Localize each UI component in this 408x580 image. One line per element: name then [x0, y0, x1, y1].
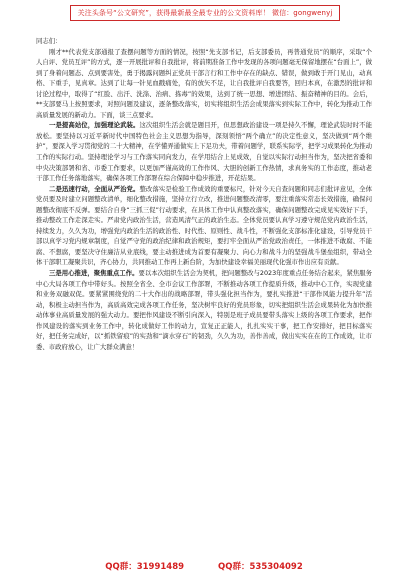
document-body [36, 36, 372, 552]
header-banner: 关注头条号“公文研究”，获得最新最全最专业的公文资料库！ 微信：gongwenyj [70, 5, 340, 21]
paragraph-text: 这次组织生活会就是题目开，但思想政治建设一项是持久不懈，理论武装时时不能放松。要坚持以习近平新时代中国特色社会主义思想为指导，深刻领悟“两个确立”的决定性意义，坚决做到“两个维护”，要深入学习贯彻党的二十大精神，在学懂弄通做实上下足功夫，带着问题学，联系实际学，把学习成果转化为推动工作的实际行动。坚持理论学习与工作落实同向发力，在学用结合上见成效，自觉以实际行动担当作为，坚决把省委和中央决策部署和省、市委工作要求，以更加严谨高效的工作作风、大胆的创新工作热情，求真务实的工作态度，推动老干部工作任务落地落实，确保各项工作部署在综合保障中稳步推进，开花结果。 [36, 121, 372, 183]
paragraph-theory [36, 120, 372, 183]
section-heading: 三是用心推进，聚焦重点工作。 [49, 269, 139, 278]
paragraph-text: 整改落实是检验工作成效的重要标尺，针对今天自查问题和同志们批评意见，全体党员要及时建立问题整改清单，细化整改措施，坚持立行立改，推进问题整改清零，要注重落实常态长效措施，确保问题整改彻底不反弹。要结合自身“三抓三促”行动要求，在具体工作中认真整改落实，确保问题整改完成见实效好下手，推动整改工作走深走实。严肃党内政治生活，营造风清气正的政治生态。全体党员要认真学习遵守规范党内政治生活，持续发力，久久为功，增强党内政治生活的政治性、时代性、原则性、战斗性，不断强化支部标准化建设，引导党员干部以真学习党内规章制度，自觉严守党的政治纪律和政治规矩，要打牢全面从严治党政治责任，一体推进不敢腐、不能腐、不想腐，要坚决守住廉洁从业底线，要主动推进成为首要有凝聚力、向心力和战斗力的坚强战斗堡垒组织，带动全体干部职工凝聚共识，齐心协力，共同推动工作再上新台阶，为加快建设幸福美丽现代化强市作出应有贡献。 [36, 184, 372, 267]
paragraph-intro [36, 47, 372, 121]
qq-group-1: QQ群：31991489 [105, 562, 185, 572]
paragraph-text: 要以本次组织生活会为契机，把问题整改与2023年度重点任务结合起来，紧焦服务中心大局各项工作中带好头。按照全省全、全市会议工作部署，不断推动各项工作提质升级，推动中心工作，实现党建和业务双融双促。要紧紧围绕党的二十大作出的战略部署，带头强化担当作为，要扎实推进“干部作风能力提升年”活动，积极主动担当作为，高质高效完成各项工作任务，坚决树牢良好的党员形象，切实把组织生活会成果转化为加快推动体事业高质量发展的强大动力。要把作风建设不断引向深入，特别是班子成员要带头落实上级的各项工作要求，把作作风建设的落实到业务工作中，转化成做好工作的动力，宣复正正能人，扎扎实实干事，把工作安排好，把目标落实好，把任务完成好，以“抓铁留痕”的实劲和“滴水穿石”的韧劲，久久为功，善作善成，做出实实在在的工作成效，让市委、市政府放心，让广大群众满意！ [36, 269, 372, 351]
footer-contacts [0, 560, 408, 574]
section-heading: 一是提高站位，加强理论武装。 [49, 121, 140, 130]
paragraph-discipline [36, 184, 372, 268]
paragraph-text: 刚才**代表党支部通报了查摆问题等方面的情况，按照“先支部书记，后支部委员，再普通党员”的顺序，采取“个人自评、党员互评”的方式，逐一开展批评和自我批评，将前期准备工作中发现的各项问题毫无保留地摆在“台面上”，做到了身着问题态、点到要害处，勇于揭露问题纠正党员干部言行和工作中存在的缺点、错误，做到敢于开门见山，动真格、下重手，见真章。达到了让每一针见血戳痛处，有的放矢不足，让自我批评自我要答，回归本真，在激烈的批评和讨论过程中，取得了“红脸、出汗、洗涤、治病、拣毒”的效果，达到了统一思想、增进团结、振奋精神的目的。会后，**支部要马上按照要求，对照问题及建议，逐条整改落实，切实将组织生活会成果落实到实际工作中，转化为推动工作高质量发展的新动力。下面，谈三点要求。 [36, 47, 372, 119]
paragraph-focus [36, 268, 372, 352]
section-heading: 二是迅速行动，全面从严治党。 [49, 184, 140, 193]
qq-group-2: QQ群：535304092 [218, 562, 303, 572]
salutation: 同志们： [36, 37, 62, 45]
